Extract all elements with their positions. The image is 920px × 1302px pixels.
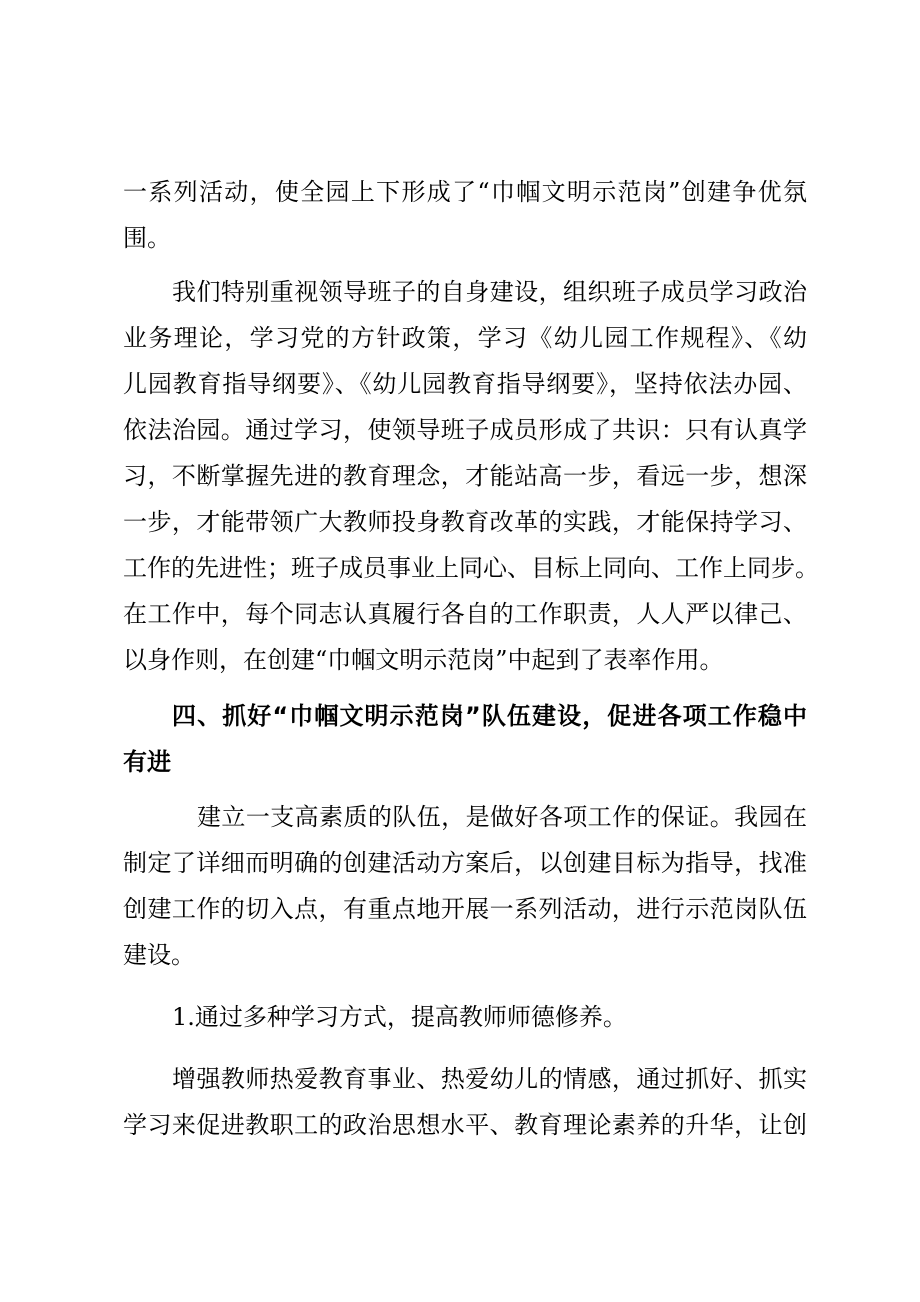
paragraph-2-line-6: 一步，才能带领广大教师投身教育改革的实践，才能保持学习、 <box>123 508 807 536</box>
section-heading-line-1: 四、抓好“巾帼文明示范岗”队伍建设，促进各项工作稳中 <box>172 702 807 730</box>
paragraph-1-line-1: 一系列活动，使全园上下形成了“巾帼文明示范岗”创建争优氛 <box>123 178 807 206</box>
section-heading-line-2: 有进 <box>123 748 171 776</box>
paragraph-3-line-4: 建设。 <box>123 941 195 969</box>
paragraph-2-line-3: 儿园教育指导纲要》、《幼儿园教育指导纲要》，坚持依法办园、 <box>123 370 807 398</box>
numbered-item-1: 1.通过多种学习方式，提高教师师德修养。 <box>172 1003 627 1031</box>
paragraph-2-line-4: 依法治园。通过学习，使领导班子成员形成了共识：只有认真学 <box>123 416 807 444</box>
paragraph-3-line-3: 创建工作的切入点，有重点地开展一系列活动，进行示范岗队伍 <box>123 895 807 923</box>
paragraph-2-line-2: 业务理论，学习党的方针政策，学习《幼儿园工作规程》、《幼 <box>123 324 807 352</box>
paragraph-4-line-1: 增强教师热爱教育事业、热爱幼儿的情感，通过抓好、抓实 <box>172 1065 807 1093</box>
paragraph-2-line-8: 在工作中，每个同志认真履行各自的工作职责，人人严以律己、 <box>123 600 807 628</box>
paragraph-2-line-1: 我们特别重视领导班子的自身建设，组织班子成员学习政治 <box>172 278 807 306</box>
paragraph-3-line-2: 制定了详细而明确的创建活动方案后，以创建目标为指导，找准 <box>123 849 807 877</box>
paragraph-1-line-2: 围。 <box>123 224 171 252</box>
paragraph-3-line-1: 建立一支高素质的队伍，是做好各项工作的保证。我园在 <box>197 803 807 831</box>
paragraph-2-line-5: 习，不断掌握先进的教育理念，才能站高一步，看远一步，想深 <box>123 462 807 490</box>
paragraph-2-line-9: 以身作则，在创建“巾帼文明示范岗”中起到了表率作用。 <box>123 646 724 674</box>
paragraph-2-line-7: 工作的先进性；班子成员事业上同心、目标上同向、工作上同步。 <box>123 554 819 582</box>
paragraph-4-line-2: 学习来促进教职工的政治思想水平、教育理论素养的升华，让创 <box>123 1111 807 1139</box>
